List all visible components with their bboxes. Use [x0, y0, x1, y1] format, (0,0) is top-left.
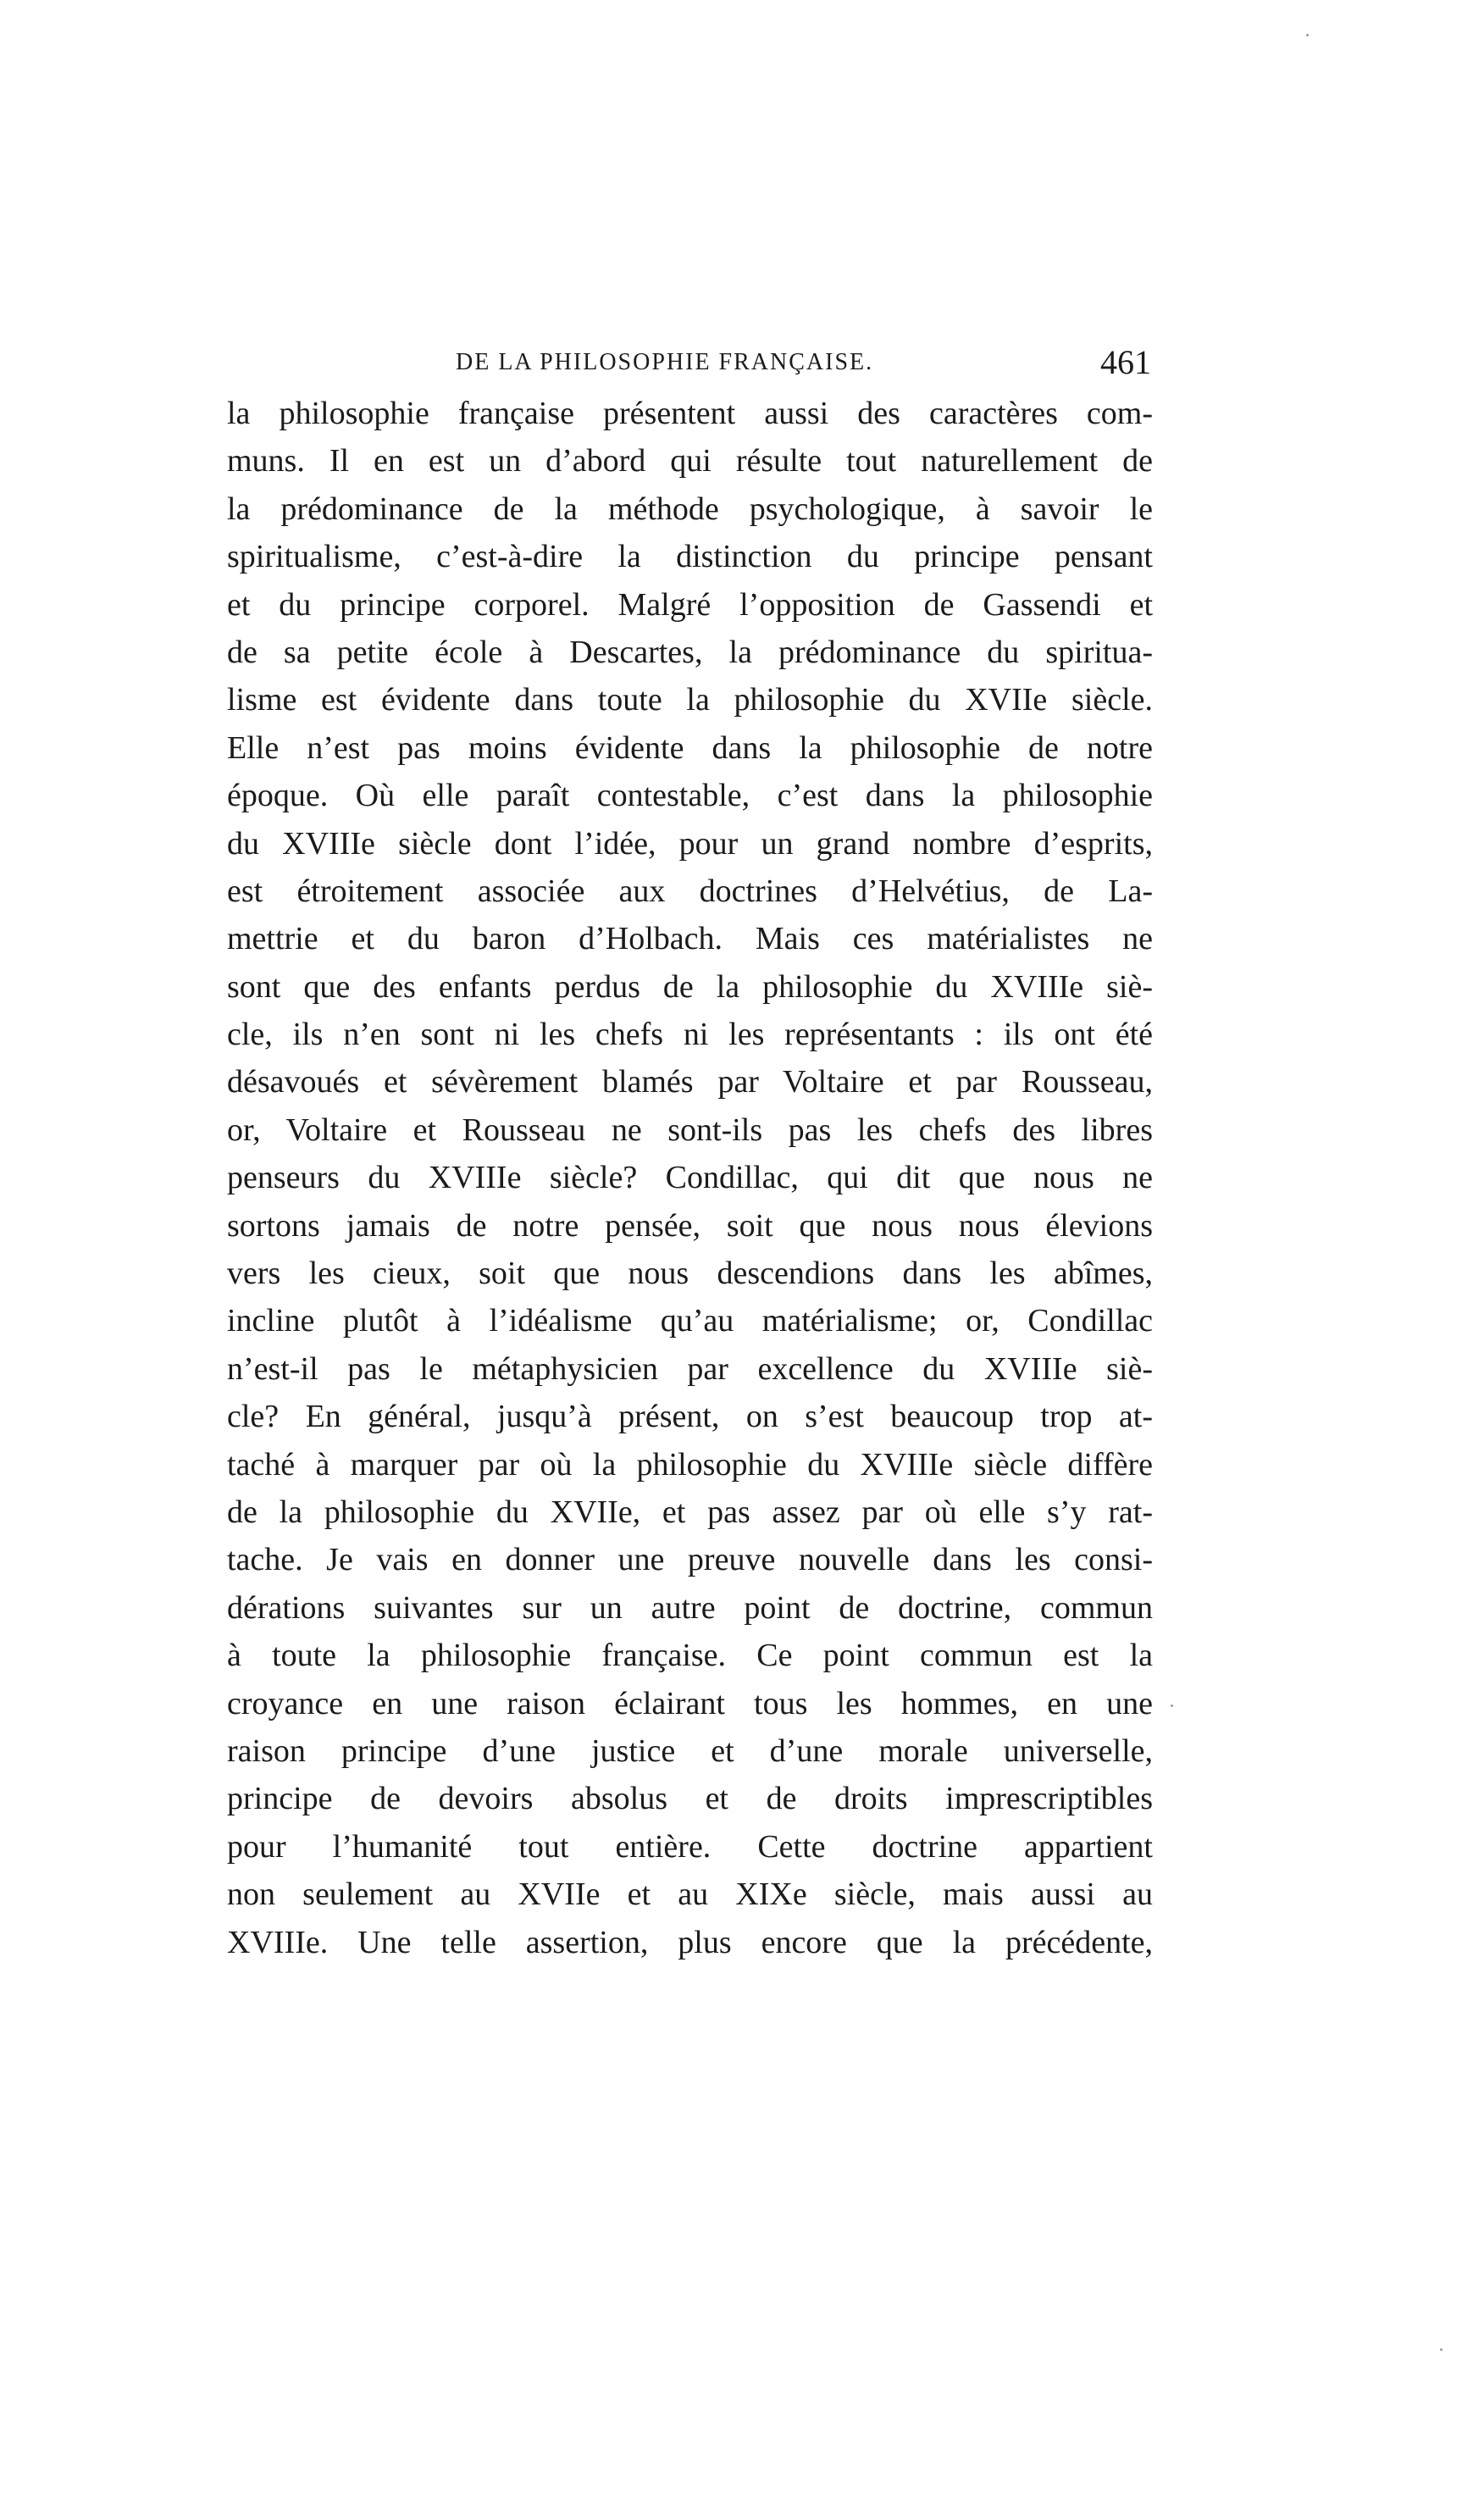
paper-speck: [1440, 2348, 1442, 2351]
body-text: [227, 390, 1153, 1966]
text-line: or, Voltaire et Rousseau ne sont-ils pas les chefs des libres: [227, 1111, 1153, 1148]
text-line: raison principe d’une justice et d’une morale universelle,: [227, 1732, 1153, 1769]
text-line: Elle n’est pas moins évidente dans la philosophie de notre: [227, 729, 1153, 766]
text-line: n’est-il pas le métaphysicien par excellence du XVIIIe siè-: [227, 1350, 1153, 1387]
text-line: de sa petite école à Descartes, la prédominance du spiritua-: [227, 634, 1153, 670]
text-line: taché à marquer par où la philosophie du XVIIIe siècle diffère: [227, 1446, 1153, 1483]
text-line: XVIIIe. Une telle assertion, plus encore que la précédente,: [227, 1924, 1153, 1960]
text-line: vers les cieux, soit que nous descendions dans les abîmes,: [227, 1256, 1153, 1292]
text-line: cle, ils n’en sont ni les chefs ni les représentants : ils ont été: [227, 1017, 1153, 1053]
paper-speck: [1306, 34, 1309, 36]
text-line: sont que des enfants perdus de la philosophie du XVIIIe siè-: [227, 968, 1153, 1005]
text-line: pour l’humanité tout entière. Cette doctrine appartient: [227, 1828, 1153, 1865]
paper-speck: [1171, 1705, 1173, 1707]
text-line: sortons jamais de notre pensée, soit que nous nous élevions: [227, 1207, 1153, 1244]
text-line: à toute la philosophie française. Ce point commun est la: [227, 1638, 1153, 1674]
text-line: du XVIIIe siècle dont l’idée, pour un grand nombre d’esprits,: [227, 825, 1153, 862]
text-line: mettrie et du baron d’Holbach. Mais ces matérialistes ne: [227, 921, 1153, 957]
running-title: DE LA PHILOSOPHIE FRANÇAISE.: [456, 349, 874, 375]
text-line: non seulement au XVIIe et au XIXe siècle, mais aussi au: [227, 1876, 1153, 1913]
text-line: muns. Il en est un d’abord qui résulte tout naturellement de: [227, 443, 1153, 479]
text-line: la prédominance de la méthode psychologique, à savoir le: [227, 491, 1153, 527]
text-line: de la philosophie du XVIIe, et pas assez par où elle s’y rat-: [227, 1494, 1153, 1530]
text-line: désavoués et sévèrement blamés par Voltaire et par Rousseau,: [227, 1064, 1153, 1100]
text-line: spiritualisme, c’est-à-dire la distinction du principe pensant: [227, 539, 1153, 575]
text-line: dérations suivantes sur un autre point de doctrine, commun: [227, 1589, 1153, 1626]
text-line: lisme est évidente dans toute la philosophie du XVIIe siècle.: [227, 682, 1153, 718]
page-number: 461: [1100, 343, 1151, 381]
text-line: époque. Où elle paraît contestable, c’est dans la philosophie: [227, 778, 1153, 814]
text-line: penseurs du XVIIIe siècle? Condillac, qui dit que nous ne: [227, 1160, 1153, 1196]
text-line: est étroitement associée aux doctrines d’Helvétius, de La-: [227, 873, 1153, 909]
text-line: cle? En général, jusqu’à présent, on s’est beaucoup trop at-: [227, 1399, 1153, 1435]
running-head: [227, 342, 1153, 393]
text-line: incline plutôt à l’idéalisme qu’au matérialisme; or, Condillac: [227, 1303, 1153, 1339]
text-line: et du principe corporel. Malgré l’opposition de Gassendi et: [227, 586, 1153, 623]
text-line: croyance en une raison éclairant tous les hommes, en une: [227, 1685, 1153, 1721]
text-line: tache. Je vais en donner une preuve nouvelle dans les consi-: [227, 1542, 1153, 1578]
text-line: principe de devoirs absolus et de droits imprescriptibles: [227, 1781, 1153, 1817]
text-line: la philosophie française présentent aussi des caractères com-: [227, 396, 1153, 431]
